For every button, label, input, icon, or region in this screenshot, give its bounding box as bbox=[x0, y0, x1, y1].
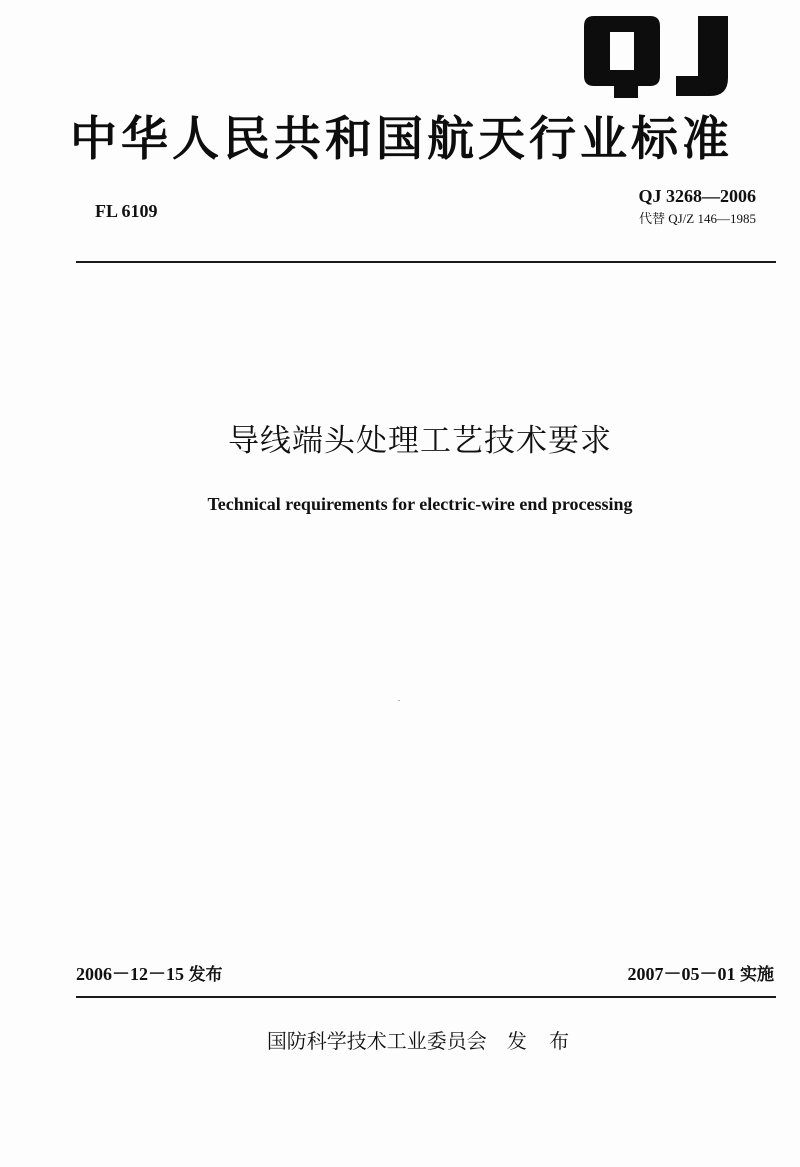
publisher-line bbox=[0, 1027, 800, 1055]
industry-standard-title: 中华人民共和国航天行业标准 bbox=[70, 112, 733, 167]
publisher-name: 国防科学技术工业委员会 bbox=[266, 1029, 487, 1053]
qj-logo bbox=[580, 14, 732, 106]
classification-code: FL 6109 bbox=[95, 201, 158, 221]
replaces-standard: 代替 QJ/Z 146—1985 bbox=[638, 211, 756, 226]
document-title-chinese: 导线端头处理工艺技术要求 bbox=[228, 423, 612, 459]
issue-date: 2006－12－15 bbox=[76, 964, 184, 984]
publisher-action: 发 布 bbox=[506, 1029, 578, 1053]
issue-date-line bbox=[76, 962, 223, 987]
scan-speck bbox=[398, 700, 400, 701]
implementation-label: 实施 bbox=[740, 965, 774, 985]
header-divider bbox=[76, 261, 776, 263]
standard-number: QJ 3268—2006 bbox=[638, 186, 756, 206]
document-title-english: Technical requirements for electric-wire end processing bbox=[207, 494, 633, 514]
implementation-date: 2007－05－01 bbox=[627, 964, 736, 984]
issue-label: 发布 bbox=[188, 965, 223, 985]
implementation-date-line bbox=[628, 962, 775, 987]
footer-divider bbox=[76, 996, 776, 998]
